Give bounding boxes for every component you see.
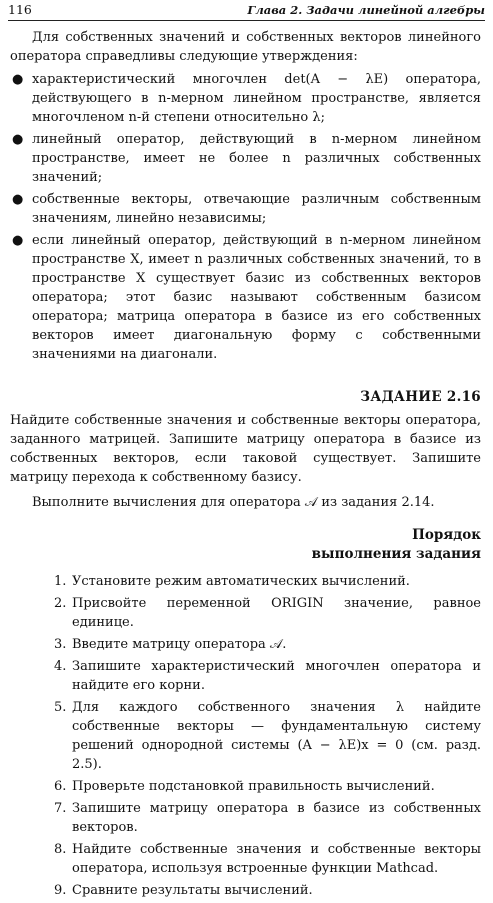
bullet-icon: ● — [12, 132, 24, 147]
procedure-heading — [10, 526, 481, 564]
list-item — [10, 70, 481, 127]
list-item — [10, 130, 481, 187]
step-item — [10, 635, 481, 654]
step-text: Присвойте переменной ORIGIN значение, равное единице. — [72, 596, 481, 630]
bullet-icon: ● — [12, 192, 24, 207]
step-item — [10, 698, 481, 774]
procedure-heading-line2: выполнения задания — [311, 546, 481, 562]
page-number: 116 — [8, 2, 32, 17]
step-number: 9. — [54, 883, 67, 898]
step-number: 5. — [54, 700, 67, 715]
step-text: Для каждого собственного значения λ найдите собственные векторы — фундаментальную систему решений однородной системы (A − λE)x = 0 (см. разд. 2.5). — [72, 700, 481, 772]
step-item — [10, 840, 481, 878]
list-item-text: собственные векторы, отвечающие различным собственным значениям, линейно независимы; — [32, 192, 481, 226]
step-text: Установите режим автоматических вычислений. — [72, 574, 410, 589]
bullet-icon: ● — [12, 72, 24, 87]
step-item — [10, 799, 481, 837]
step-text: Введите матрицу оператора 𝒜. — [72, 637, 287, 652]
step-number: 4. — [54, 659, 67, 674]
task-heading: ЗАДАНИЕ 2.16 — [360, 389, 481, 405]
intro-paragraph: Для собственных значений и собственных векторов линейного оператора справедливы следующие утверждения: — [10, 30, 481, 64]
step-item — [10, 881, 481, 900]
list-item — [10, 190, 481, 228]
step-number: 3. — [54, 637, 67, 652]
step-text: Запишите матрицу оператора в базисе из собственных векторов. — [72, 801, 481, 835]
list-item-text: если линейный оператор, действующий в n-мерном линейном пространстве X, имеет n различных собственных значений, то в пространстве X существует базис из собственных векторов оператора; этот базис называют собственным базисом оператора; матрица оператора в базисе из его собственных векторов имеет диагональную форму с собственными значениями на диагонали. — [32, 233, 481, 362]
procedure-heading-line1: Порядок — [412, 527, 481, 543]
procedure-steps — [10, 572, 481, 900]
step-item — [10, 572, 481, 591]
task-paragraph: Найдите собственные значения и собственные векторы оператора, заданного матрицей. Запишите матрицу оператора в базисе из собственных векторов, если таковой существует. Запишите матрицу перехода к собственному базису. — [10, 413, 481, 485]
step-number: 7. — [54, 801, 67, 816]
step-text: Проверьте подстановкой правильность вычислений. — [72, 779, 435, 794]
step-number: 8. — [54, 842, 67, 857]
list-item-text: характеристический многочлен det(A − λE) оператора, действующего в n-мерном линейном пространстве, является многочленом n-й степени относительно λ; — [32, 72, 481, 125]
step-text: Запишите характеристический многочлен оператора и найдите его корни. — [72, 659, 481, 693]
list-item — [10, 231, 481, 364]
step-item — [10, 594, 481, 632]
task-subparagraph: Выполните вычисления для оператора 𝒜 из задания 2.14. — [32, 495, 435, 510]
statement-list — [10, 70, 481, 364]
page-header — [8, 0, 485, 21]
bullet-icon: ● — [12, 233, 24, 248]
step-text: Сравните результаты вычислений. — [72, 883, 313, 898]
step-text: Найдите собственные значения и собственные векторы оператора, используя встроенные функции Mathcad. — [72, 842, 481, 876]
step-number: 1. — [54, 574, 67, 589]
step-item — [10, 777, 481, 796]
list-item-text: линейный оператор, действующий в n-мерном линейном пространстве, имеет не более n различных собственных значений; — [32, 132, 481, 185]
page-content — [10, 28, 481, 903]
chapter-title: Глава 2. Задачи линейной алгебры — [247, 3, 485, 17]
step-item — [10, 657, 481, 695]
step-number: 2. — [54, 596, 67, 611]
step-number: 6. — [54, 779, 67, 794]
